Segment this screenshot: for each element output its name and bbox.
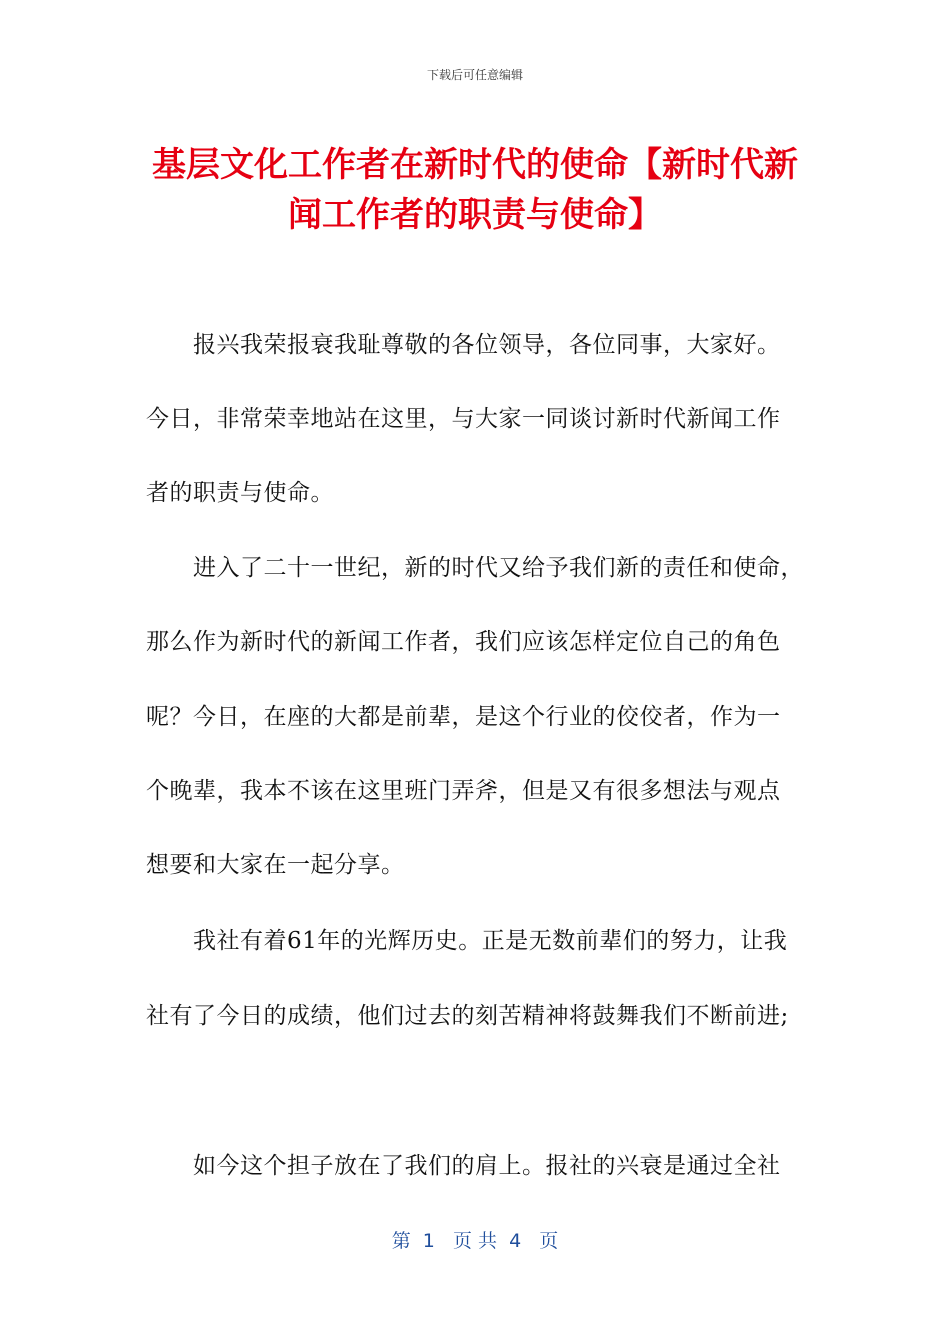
- page-number-footer: 第 1 页 共 4 页: [391, 1230, 559, 1252]
- header-note: 下载后可任意编辑: [426, 68, 523, 82]
- body-line: 社有了今日的成绩，他们过去的刻苦精神将鼓舞我们不断前进;: [146, 1003, 789, 1029]
- body-line: 个晚辈，我本不该在这里班门弄斧，但是又有很多想法与观点: [146, 778, 781, 804]
- document-title: 基层文化工作者在新时代的使命【新时代新闻工作者的职责与使命】: [152, 145, 798, 235]
- body-line: 进入了二十一世纪，新的时代又给予我们新的责任和使命，: [193, 555, 804, 581]
- body-line: 我社有着61年的光辉历史。正是无数前辈们的努力，让我: [193, 928, 788, 954]
- body-line: 报兴我荣报衰我耻尊敬的各位领导，各位同事，大家好。: [193, 332, 781, 358]
- body-line: 者的职责与使命。: [146, 480, 334, 506]
- body-line: 如今这个担子放在了我们的肩上。报社的兴衰是通过全社: [193, 1153, 781, 1179]
- body-line: 想要和大家在一起分享。: [146, 852, 405, 878]
- body-line: 呢？今日，在座的大都是前辈，是这个行业的佼佼者，作为一: [146, 704, 781, 730]
- body-line: 今日，非常荣幸地站在这里，与大家一同谈讨新时代新闻工作: [146, 406, 781, 432]
- body-line: 那么作为新时代的新闻工作者，我们应该怎样定位自己的角色: [146, 629, 781, 655]
